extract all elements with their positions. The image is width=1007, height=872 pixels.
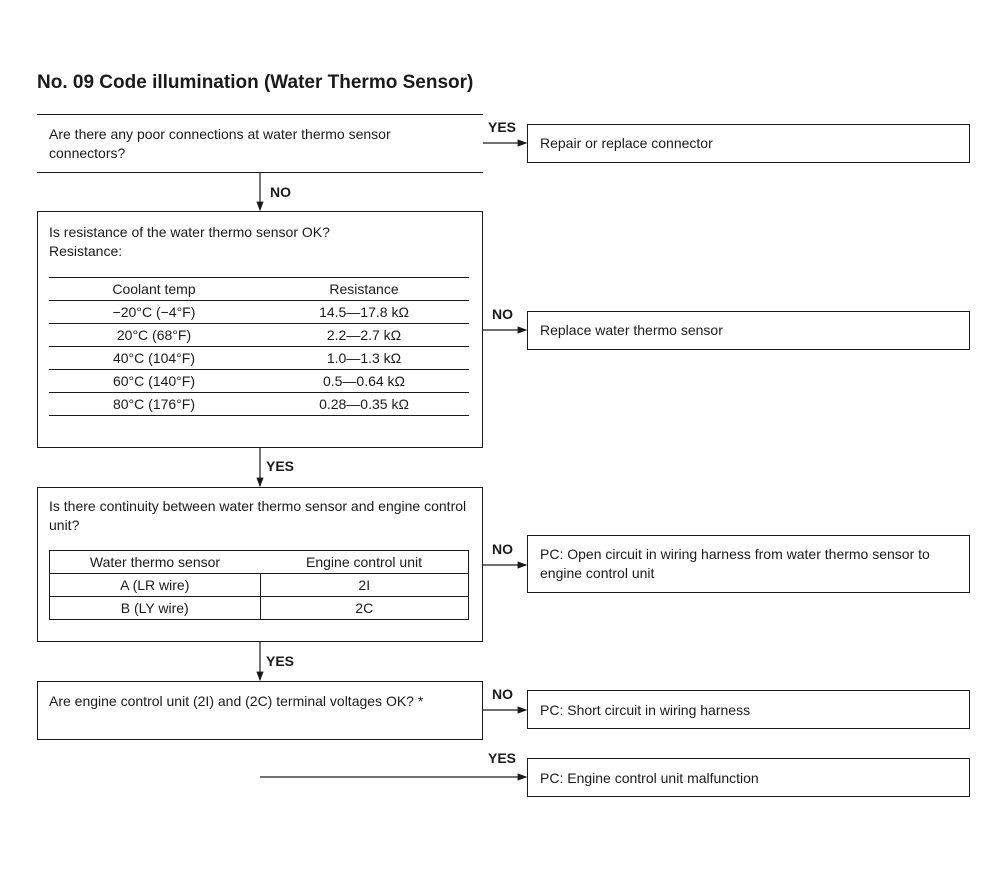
step3-no-result: PC: Open circuit in wiring harness from water thermo sensor to engine control unit [540, 546, 930, 581]
table-cell: 2C [260, 597, 469, 620]
step1-yes-result: Repair or replace connector [540, 135, 713, 151]
step2-no-result: Replace water thermo sensor [540, 322, 723, 338]
step2-yes-label: YES [266, 458, 295, 474]
table-header-row [50, 551, 469, 574]
step4-question: Are engine control unit (2I) and (2C) terminal voltages OK? * [49, 693, 424, 709]
resistance-table [49, 277, 469, 416]
table-cell: −20°C (−4°F) [49, 301, 259, 324]
table-cell: 1.0—1.3 kΩ [259, 347, 469, 370]
table-row [49, 370, 469, 393]
table-cell: 60°C (140°F) [49, 370, 259, 393]
step4-no-label: NO [492, 686, 513, 702]
table-header: Water thermo sensor [50, 551, 261, 574]
table-cell: B (LY wire) [50, 597, 261, 620]
step2-no-label: NO [492, 306, 513, 322]
table-header: Coolant temp [49, 278, 259, 301]
table-row [50, 597, 469, 620]
table-row [49, 301, 469, 324]
table-header-row [49, 278, 469, 301]
table-cell: A (LR wire) [50, 574, 261, 597]
step3-question: Is there continuity between water thermo sensor and engine control unit? [49, 498, 467, 533]
table-cell: 80°C (176°F) [49, 393, 259, 416]
step1-question: Are there any poor connections at water thermo sensor connectors? [49, 126, 391, 161]
step4-no-result: PC: Short circuit in wiring harness [540, 702, 751, 718]
table-cell: 0.5—0.64 kΩ [259, 370, 469, 393]
step4-yes-result: PC: Engine control unit malfunction [540, 770, 759, 786]
table-row [49, 393, 469, 416]
table-cell: 2I [260, 574, 469, 597]
step3-no-label: NO [492, 541, 513, 557]
step3-yes-label: YES [266, 653, 295, 669]
continuity-table [49, 550, 469, 620]
table-header: Engine control unit [260, 551, 469, 574]
table-header: Resistance [259, 278, 469, 301]
table-cell: 20°C (68°F) [49, 324, 259, 347]
page-title: No. 09 Code illumination (Water Thermo Sensor) [37, 72, 474, 93]
step2-question-line1: Is resistance of the water thermo sensor OK? [49, 224, 330, 240]
table-cell: 40°C (104°F) [49, 347, 259, 370]
table-cell: 0.28—0.35 kΩ [259, 393, 469, 416]
step4-yes-label: YES [488, 750, 517, 766]
table-cell: 2.2—2.7 kΩ [259, 324, 469, 347]
step1-yes-label: YES [488, 119, 517, 135]
step1-no-label: NO [270, 184, 291, 200]
table-row [49, 324, 469, 347]
table-cell: 14.5—17.8 kΩ [259, 301, 469, 324]
table-row [49, 347, 469, 370]
table-row [50, 574, 469, 597]
step2-question-line2: Resistance: [49, 243, 123, 259]
